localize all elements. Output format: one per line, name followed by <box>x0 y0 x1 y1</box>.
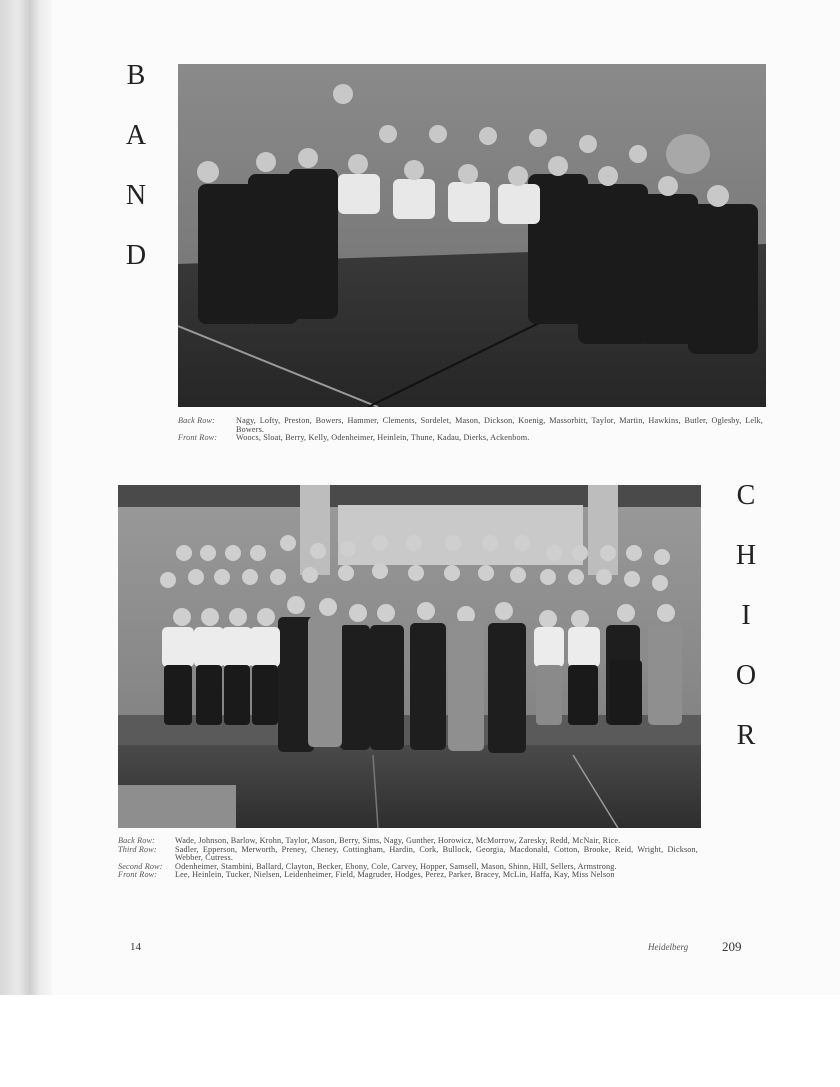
band-letter: D <box>125 240 147 271</box>
choir-caption <box>118 837 698 880</box>
band-heading <box>118 58 154 298</box>
caption-row <box>118 846 698 863</box>
row-names: Odenheimer, Stambini, Ballard, Clayton, Becker, Ebony, Cole, Carvey, Hopper, Samsell, Mason, Shinn, Hill, Sellers, Armstrong. <box>175 861 617 871</box>
band-caption <box>178 417 763 443</box>
caption-row <box>118 871 698 880</box>
row-label: Second Row: <box>118 861 163 871</box>
choir-letter: R <box>736 720 756 751</box>
page-binding-edge <box>0 0 52 995</box>
row-names: Wade, Johnson, Barlow, Krohn, Taylor, Mason, Berry, Sims, Nagy, Gunther, Horowicz, McMorrow, Zaresky, Redd, McNair, Rice. <box>175 836 621 845</box>
choir-heading <box>726 478 766 778</box>
blank-margin <box>0 995 840 1087</box>
row-names: Sadler, Epperson, Merworth, Preney, Cheney, Cottingham, Hardin, Cork, Bullock, Georgia, Macdonald, Cotton, Brooke, Reid, Wright, Dickson, Webber, Cutress. <box>175 844 698 863</box>
caption-row <box>178 434 763 443</box>
choir-letter: I <box>741 600 751 631</box>
right-page-number: 209 <box>722 939 742 954</box>
left-page-number: 14 <box>130 941 141 953</box>
choir-photo <box>118 485 701 828</box>
row-label: Back Row: <box>178 416 216 425</box>
choir-letter: O <box>735 660 757 691</box>
row-names: Lee, Heinlein, Tucker, Nielsen, Leidenheimer, Field, Magruder, Hodges, Perez, Parker, Bracey, McLin, Haffa, Kay, Miss Nelson <box>175 870 615 880</box>
row-label: Third Row: <box>118 844 157 854</box>
row-label: Front Row: <box>178 433 218 443</box>
row-names: Nagy, Lofty, Preston, Bowers, Hammer, Clements, Sordelet, Mason, Dickson, Koenig, Massorbitt, Taylor, Martin, Hawkins, Butler, Oglesby, Lelk, Bowers. <box>236 416 763 434</box>
caption-row <box>178 417 763 434</box>
row-names: Woocs, Sloat, Berry, Kelly, Odenheimer, Heinlein, Thune, Kadau, Dierks, Ackenbom. <box>236 433 530 443</box>
band-letter: A <box>125 120 147 151</box>
band-photo <box>178 64 766 407</box>
choir-letter: H <box>735 540 757 571</box>
row-label: Front Row: <box>118 870 158 880</box>
school-name: Heidelberg <box>648 942 689 952</box>
band-letter: B <box>126 60 146 91</box>
row-label: Back Row: <box>118 836 156 845</box>
band-letter: N <box>125 180 147 211</box>
choir-letter: C <box>736 480 756 511</box>
